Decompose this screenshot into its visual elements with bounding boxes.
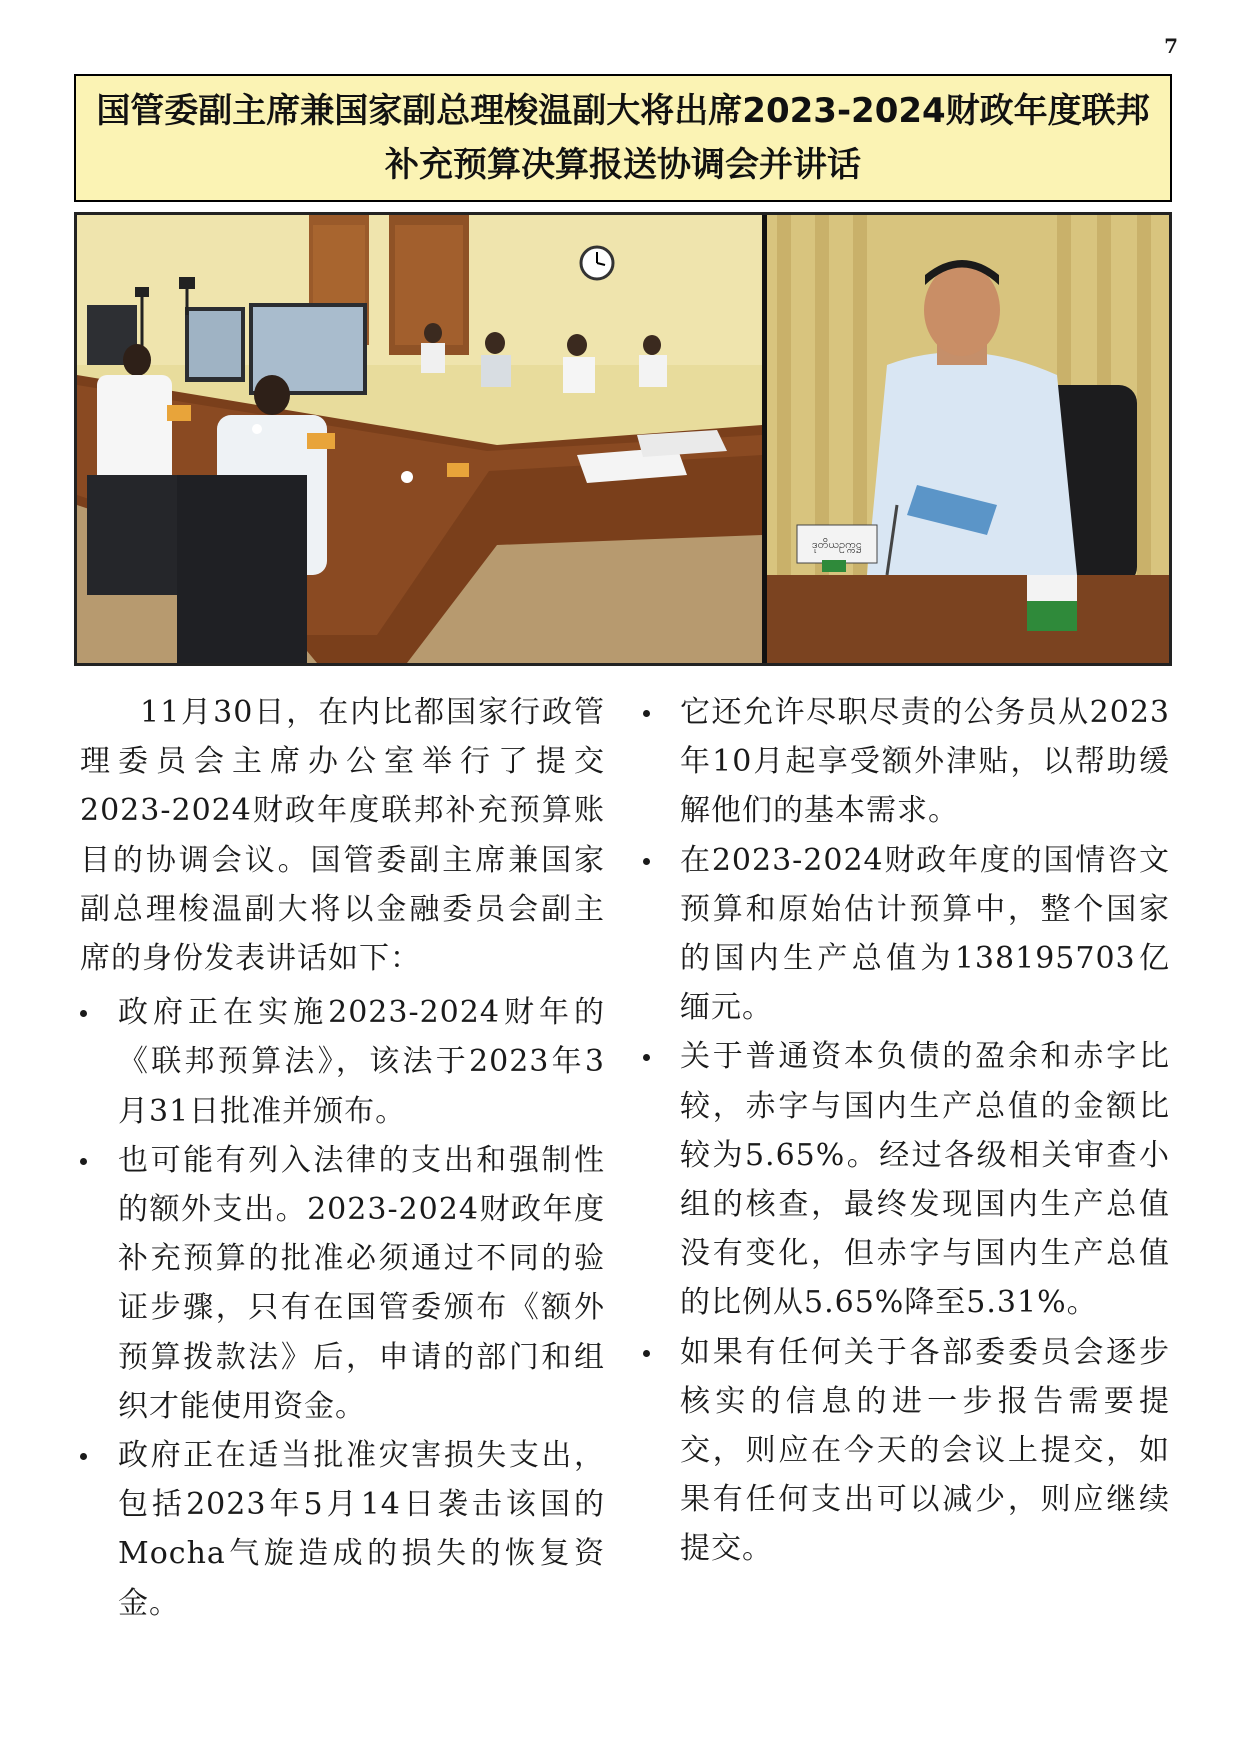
bullet-icon bbox=[643, 858, 650, 865]
meeting-room-photo bbox=[77, 215, 762, 663]
bullet-icon bbox=[643, 1350, 650, 1357]
meeting-room-illustration bbox=[77, 215, 762, 663]
nameplate-text: ဒုတိယဥက္ကဋ္ဌ bbox=[812, 538, 862, 551]
speaker-photo bbox=[767, 215, 1169, 663]
bullet-icon bbox=[80, 1453, 87, 1460]
list-item: 如果有任何关于各部委委员会逐步核实的信息的进一步报告需要提交，则应在今天的会议上提交，如果有任何支出可以减少，则应继续提交。 bbox=[640, 1328, 1170, 1574]
bullet-icon bbox=[80, 1158, 87, 1165]
bullet-icon bbox=[643, 710, 650, 717]
left-bullet-list bbox=[80, 988, 605, 1628]
list-item: 在2023-2024财政年度的国情咨文预算和原始估计预算中，整个国家的国内生产总值为138195703亿缅元。 bbox=[640, 836, 1170, 1033]
right-bullet-list bbox=[640, 688, 1170, 1574]
headline: 国管委副主席兼国家副总理梭温副大将出席2023-2024财政年度联邦补充预算决算报送协调会并讲话 bbox=[96, 91, 1150, 185]
list-item: 它还允许尽职尽责的公务员从2023年10月起享受额外津贴，以帮助缓解他们的基本需求。 bbox=[640, 688, 1170, 836]
headline-box bbox=[74, 74, 1172, 202]
intro-paragraph: 11月30日，在内比都国家行政管理委员会主席办公室举行了提交2023-2024财政年度联邦补充预算账目的协调会议。国管委副主席兼国家副总理梭温副大将以金融委员会副主席的身份发表讲话如下： bbox=[80, 695, 605, 977]
photo-strip bbox=[74, 212, 1172, 666]
bullet-icon bbox=[643, 1054, 650, 1061]
list-item: 政府正在实施2023-2024财年的《联邦预算法》，该法于2023年3月31日批准并颁布。 bbox=[80, 988, 605, 1136]
list-item: 关于普通资本负债的盈余和赤字比较，赤字与国内生产总值的金额比较为5.65%。经过各级相关审查小组的核查，最终发现国内生产总值没有变化，但赤字与国内生产总值的比例从5.65%降至5.31%。 bbox=[640, 1032, 1170, 1327]
speaker-illustration bbox=[767, 215, 1169, 663]
list-item: 政府正在适当批准灾害损失支出，包括2023年5月14日袭击该国的Mocha气旋造成的损失的恢复资金。 bbox=[80, 1431, 605, 1628]
article-right-column bbox=[640, 688, 1170, 1574]
list-item: 也可能有列入法律的支出和强制性的额外支出。2023-2024财政年度补充预算的批准必须通过不同的验证步骤，只有在国管委颁布《额外预算拨款法》后，申请的部门和组织才能使用资金。 bbox=[80, 1136, 605, 1431]
bullet-icon bbox=[80, 1010, 87, 1017]
page-number: 7 bbox=[1164, 34, 1178, 58]
article-left-column bbox=[80, 688, 605, 1628]
